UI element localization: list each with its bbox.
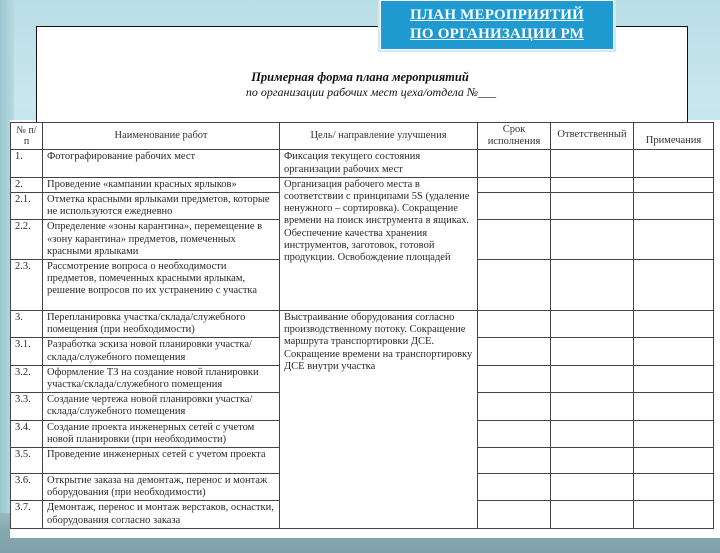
row-deadline-cell[interactable] [478,448,551,474]
row-work-name: Рассмотрение вопроса о необходимости предметов, помеченных красными ярлыкам, решение вопросов по их устранению с участка [43,260,280,311]
row-responsible-cell[interactable] [551,193,634,220]
row-notes-cell[interactable] [634,311,714,338]
row-notes-cell[interactable] [634,338,714,365]
row-responsible-cell[interactable] [551,420,634,447]
document-heading-title: Примерная форма плана мероприятий [251,70,469,84]
row-goal: Фиксация текущего состояния организации рабочих мест [280,150,478,177]
row-notes-cell[interactable] [634,365,714,392]
row-number: 2.2. [11,220,43,260]
header-number: № п/п [11,123,43,150]
row-deadline-cell[interactable] [478,193,551,220]
row-number: 3.1. [11,338,43,365]
row-goal: Организация рабочего места в соответствии с принципами 5S (удаление ненужного – сортировка). Сокращение времени на поиск инструмента в ящиках. Обеспечение качества хранения инструментов, заготовок, готовой продукции. Освобождение площадей [280,177,478,310]
row-number: 3.7. [11,501,43,528]
row-responsible-cell[interactable] [551,260,634,311]
table-row [11,150,714,177]
row-responsible-cell[interactable] [551,220,634,260]
row-number: 3.3. [11,393,43,420]
row-responsible-cell[interactable] [551,393,634,420]
row-deadline-cell[interactable] [478,311,551,338]
row-work-name: Перепланировка участка/склада/служебного помещения (при необходимости) [43,311,280,338]
slide-title [380,0,614,50]
header-notes: Примечания [634,123,714,150]
row-work-name: Разработка эскиза новой планировки участка/склада/служебного помещения [43,338,280,365]
row-responsible-cell[interactable] [551,311,634,338]
row-responsible-cell[interactable] [551,501,634,528]
row-notes-cell[interactable] [634,474,714,501]
row-notes-cell[interactable] [634,220,714,260]
header-work-name: Наименование работ [43,123,280,150]
row-work-name: Отметка красными ярлыками предметов, которые не используются ежедневно [43,193,280,220]
row-notes-cell[interactable] [634,150,714,177]
row-work-name: Демонтаж, перенос и монтаж верстаков, оснастки, оборудования согласно заказа [43,501,280,528]
row-goal: Выстраивание оборудования согласно производственному потоку. Сокращение маршрута транспортировки ДСЕ. Сокращение времени на транспортировку ДСЕ внутри участка [280,311,478,529]
table-row [11,311,714,338]
row-deadline-cell[interactable] [478,393,551,420]
header-deadline: Срок исполнения [478,123,551,150]
row-notes-cell[interactable] [634,448,714,474]
row-work-name: Проведение «кампании красных ярлыков» [43,177,280,192]
row-work-name: Проведение инженерных сетей с учетом проекта [43,448,280,474]
row-number: 1. [11,150,43,177]
row-deadline-cell[interactable] [478,338,551,365]
row-notes-cell[interactable] [634,393,714,420]
row-responsible-cell[interactable] [551,338,634,365]
row-work-name: Определение «зоны карантина», перемещение в «зону карантина» предметов, помеченных красными ярлыками [43,220,280,260]
table-header-row [11,123,714,150]
row-number: 3.6. [11,474,43,501]
row-work-name: Фотографирование рабочих мест [43,150,280,177]
row-deadline-cell[interactable] [478,260,551,311]
row-notes-cell[interactable] [634,260,714,311]
row-number: 2.3. [11,260,43,311]
row-deadline-cell[interactable] [478,150,551,177]
row-number: 3.2. [11,365,43,392]
plan-table [10,122,714,529]
table-row [11,177,714,192]
row-responsible-cell[interactable] [551,474,634,501]
row-responsible-cell[interactable] [551,150,634,177]
header-responsible: Ответственный [551,123,634,150]
row-notes-cell[interactable] [634,177,714,192]
document-heading [200,70,520,100]
row-responsible-cell[interactable] [551,177,634,192]
row-work-name: Открытие заказа на демонтаж, перенос и монтаж оборудования (при необходимости) [43,474,280,501]
row-number: 2.1. [11,193,43,220]
row-deadline-cell[interactable] [478,501,551,528]
row-deadline-cell[interactable] [478,420,551,447]
row-work-name: Создание чертежа новой планировки участка/склада/служебного помещения [43,393,280,420]
row-deadline-cell[interactable] [478,177,551,192]
row-notes-cell[interactable] [634,193,714,220]
row-notes-cell[interactable] [634,420,714,447]
row-responsible-cell[interactable] [551,365,634,392]
header-goal: Цель/ направление улучшения [280,123,478,150]
row-deadline-cell[interactable] [478,365,551,392]
row-number: 3.4. [11,420,43,447]
row-number: 3. [11,311,43,338]
row-deadline-cell[interactable] [478,220,551,260]
slide-title-line-1: ПЛАН МЕРОПРИЯТИЙ [410,7,584,23]
row-number: 3.5. [11,448,43,474]
row-number: 2. [11,177,43,192]
slide-title-line-2: ПО ОРГАНИЗАЦИИ РМ [410,26,584,42]
row-work-name: Создание проекта инженерных сетей с учетом новой планировки (при необходимости) [43,420,280,447]
row-notes-cell[interactable] [634,501,714,528]
row-work-name: Оформление ТЗ на создание новой планировки участка/склада/служебного помещения [43,365,280,392]
row-responsible-cell[interactable] [551,448,634,474]
document-heading-subtitle: по организации рабочих мест цеха/отдела №___ [245,85,497,99]
row-deadline-cell[interactable] [478,474,551,501]
